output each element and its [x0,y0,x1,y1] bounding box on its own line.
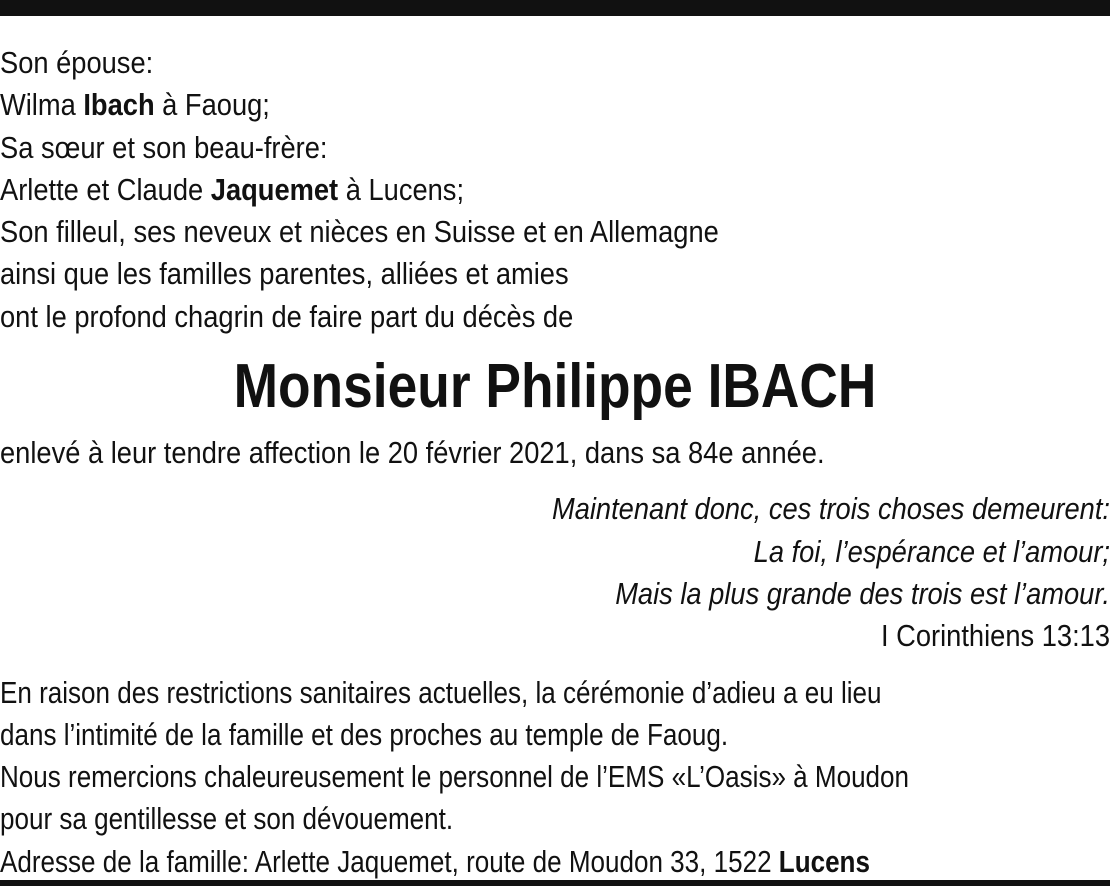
verse-line: La foi, l’espérance et l’amour; [753,533,1110,569]
closing-line: Nous remercions chaleureusement le personnel de l’EMS «L’Oasis» à Moudon [0,759,909,795]
verse-reference: I Corinthiens 13:13 [881,618,1110,654]
surname: Ibach [83,87,155,123]
surname: Jaquemet [210,171,339,207]
closing-line: En raison des restrictions sanitaires actuelles, la cérémonie d’adieu a eu lieu [0,674,882,710]
family-line: ont le profond chagrin de faire part du décès de [0,298,574,334]
verse-line: Mais la plus grande des trois est l’amour. [615,575,1110,611]
closing-line: dans l’intimité de la famille et des proches au temple de Faoug. [0,716,729,752]
address-city: Lucens [778,843,870,879]
closing-section [0,672,1110,883]
verse-line: Maintenant donc, ces trois choses demeurent: [551,491,1110,527]
death-date-line: enlevé à leur tendre affection le 20 février 2021, dans sa 84e année. [0,435,825,471]
family-line: Sa sœur et son beau-frère: [0,129,328,165]
family-line: Son filleul, ses neveux et nièces en Suisse et en Allemagne [0,214,719,250]
family-section [0,42,1110,338]
bottom-border-rule [0,880,1110,886]
deceased-name: Monsieur Philippe IBACH [233,352,877,422]
family-address: Adresse de la famille: Arlette Jaquemet, route de Moudon 33, 1522 Lucens [0,843,870,879]
bible-verse [0,488,1110,657]
family-line: Arlette et Claude Jaquemet à Lucens; [0,171,465,207]
family-line: Wilma Ibach à Faoug; [0,87,270,123]
top-border-rule [0,0,1110,16]
death-notice [0,42,1110,883]
family-line: ainsi que les familles parentes, alliées et amies [0,256,569,292]
family-line: Son épouse: [0,45,154,80]
closing-line: pour sa gentillesse et son dévouement. [0,801,454,837]
